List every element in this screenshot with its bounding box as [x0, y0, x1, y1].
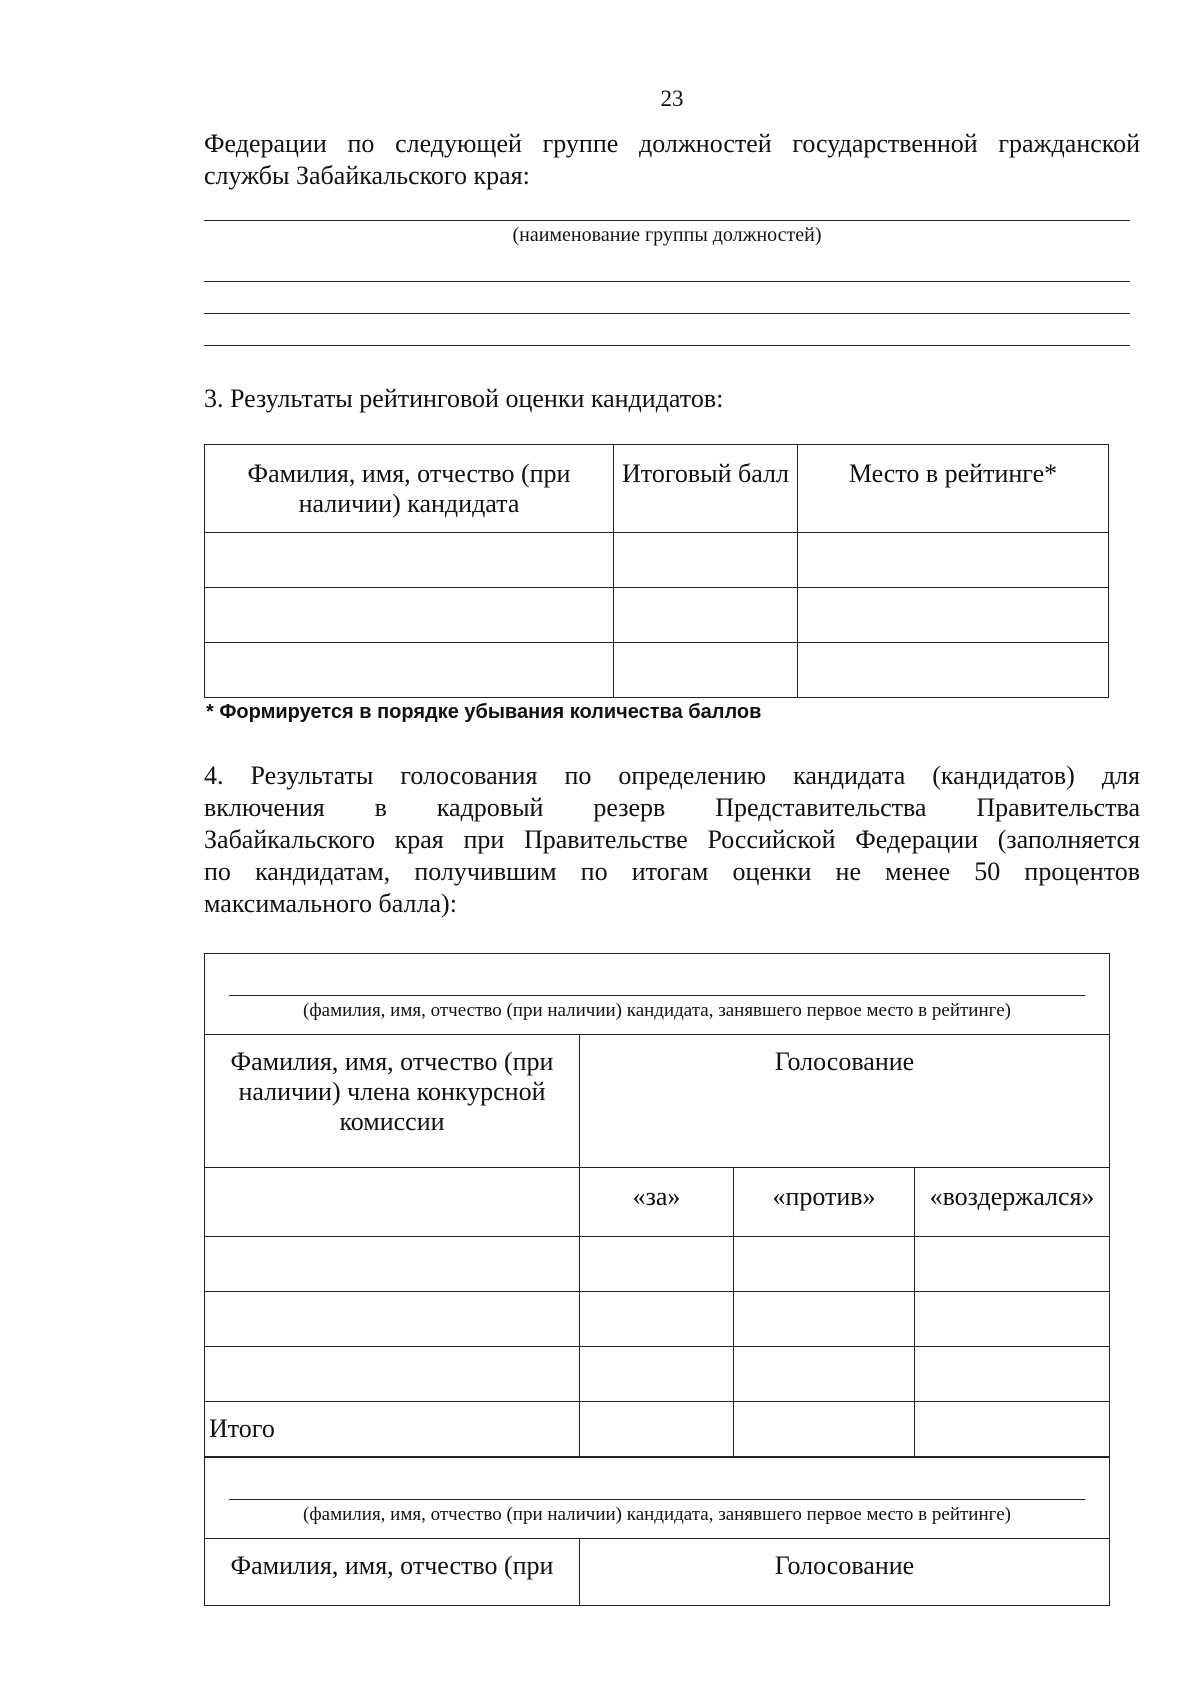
fill-line-1	[204, 281, 1130, 282]
vote-for-cell[interactable]	[580, 1292, 734, 1347]
vote-against-header: «против»	[734, 1168, 915, 1237]
section-4-line-5: максимального балла):	[204, 889, 457, 918]
col-candidate-name: Фамилия, имя, отчество (при наличии) кандидата	[205, 445, 614, 533]
vote-against-cell[interactable]	[734, 1237, 915, 1292]
intro-line-1: Федерации по следующей группе должностей государственной гражданской	[204, 129, 1140, 158]
total-row	[205, 1402, 1110, 1457]
candidate-name-cell[interactable]	[205, 533, 614, 588]
rating-table-header	[205, 445, 1109, 533]
total-score-cell[interactable]	[614, 643, 798, 698]
vote-for-header: «за»	[580, 1168, 734, 1237]
col-total-score: Итоговый балл	[614, 445, 798, 533]
col-rating-place: Место в рейтинге*	[798, 445, 1109, 533]
vote-against-cell[interactable]	[734, 1292, 915, 1347]
total-score-cell[interactable]	[614, 588, 798, 643]
group-name-caption: (наименование группы должностей)	[512, 224, 822, 246]
vote-header-row	[205, 1539, 1110, 1606]
member-name-cell[interactable]	[205, 1292, 580, 1347]
section-4-paragraph	[204, 760, 1140, 920]
total-label: Итого	[205, 1402, 580, 1457]
total-against-cell[interactable]	[734, 1402, 915, 1457]
candidate-name-line	[229, 995, 1085, 996]
total-score-cell[interactable]	[614, 533, 798, 588]
vote-for-cell[interactable]	[580, 1347, 734, 1402]
candidate-name-line	[229, 1499, 1085, 1500]
rating-place-cell[interactable]	[798, 643, 1109, 698]
vote-options-row	[205, 1168, 1110, 1237]
total-for-cell[interactable]	[580, 1402, 734, 1457]
candidate-row	[205, 954, 1110, 1035]
vote-abstain-cell[interactable]	[915, 1292, 1110, 1347]
rating-place-cell[interactable]	[798, 588, 1109, 643]
vote-abstain-header: «воздержался»	[915, 1168, 1110, 1237]
section-3-heading: 3. Результаты рейтинговой оценки кандидатов:	[204, 384, 724, 413]
rating-table	[204, 444, 1109, 698]
table-row	[205, 533, 1109, 588]
vote-against-cell[interactable]	[734, 1347, 915, 1402]
member-name-header: Фамилия, имя, отчество (при	[205, 1539, 580, 1606]
table-row	[205, 588, 1109, 643]
section-4-line-3: Забайкальского края при Правительстве Российской Федерации (заполняется	[204, 825, 1140, 854]
member-name-cell[interactable]	[205, 1168, 580, 1237]
candidate-name-cell[interactable]	[205, 588, 614, 643]
total-abstain-cell[interactable]	[915, 1402, 1110, 1457]
member-name-cell[interactable]	[205, 1347, 580, 1402]
section-4-line-1: 4. Результаты голосования по определению кандидата (кандидатов) для	[204, 761, 1140, 790]
voting-table-2	[204, 1457, 1110, 1606]
intro-line-2: службы Забайкальского края:	[204, 161, 530, 190]
vote-abstain-cell[interactable]	[915, 1347, 1110, 1402]
voting-table-1	[204, 953, 1110, 1457]
vote-for-cell[interactable]	[580, 1237, 734, 1292]
fill-line-3	[204, 345, 1130, 346]
member-name-header: Фамилия, имя, отчество (при наличии) члена конкурсной комиссии	[205, 1035, 580, 1168]
fill-line-2	[204, 313, 1130, 314]
voting-header: Голосование	[580, 1035, 1110, 1168]
table-row	[205, 643, 1109, 698]
vote-abstain-cell[interactable]	[915, 1237, 1110, 1292]
voting-header: Голосование	[580, 1539, 1110, 1606]
rating-footnote: * Формируется в порядке убывания количества баллов	[206, 701, 762, 723]
table-row	[205, 1237, 1110, 1292]
vote-header-row	[205, 1035, 1110, 1168]
candidate-name-field[interactable]	[205, 954, 1110, 1035]
candidate-name-field[interactable]	[205, 1458, 1110, 1539]
candidate-name-cell[interactable]	[205, 643, 614, 698]
candidate-caption: (фамилия, имя, отчество (при наличии) кандидата, занявшего первое место в рейтинге)	[303, 1504, 1011, 1525]
candidate-caption: (фамилия, имя, отчество (при наличии) кандидата, занявшего первое место в рейтинге)	[303, 1000, 1011, 1021]
member-name-cell[interactable]	[205, 1237, 580, 1292]
section-4-line-2: включения в кадровый резерв Представительства Правительства	[204, 793, 1140, 822]
table-row	[205, 1347, 1110, 1402]
rating-place-cell[interactable]	[798, 533, 1109, 588]
table-row	[205, 1292, 1110, 1347]
intro-paragraph	[204, 128, 1140, 192]
section-4-line-4: по кандидатам, получившим по итогам оценки не менее 50 процентов	[204, 857, 1140, 886]
group-name-line	[204, 220, 1130, 221]
candidate-row	[205, 1458, 1110, 1539]
page-number: 23	[660, 86, 684, 111]
